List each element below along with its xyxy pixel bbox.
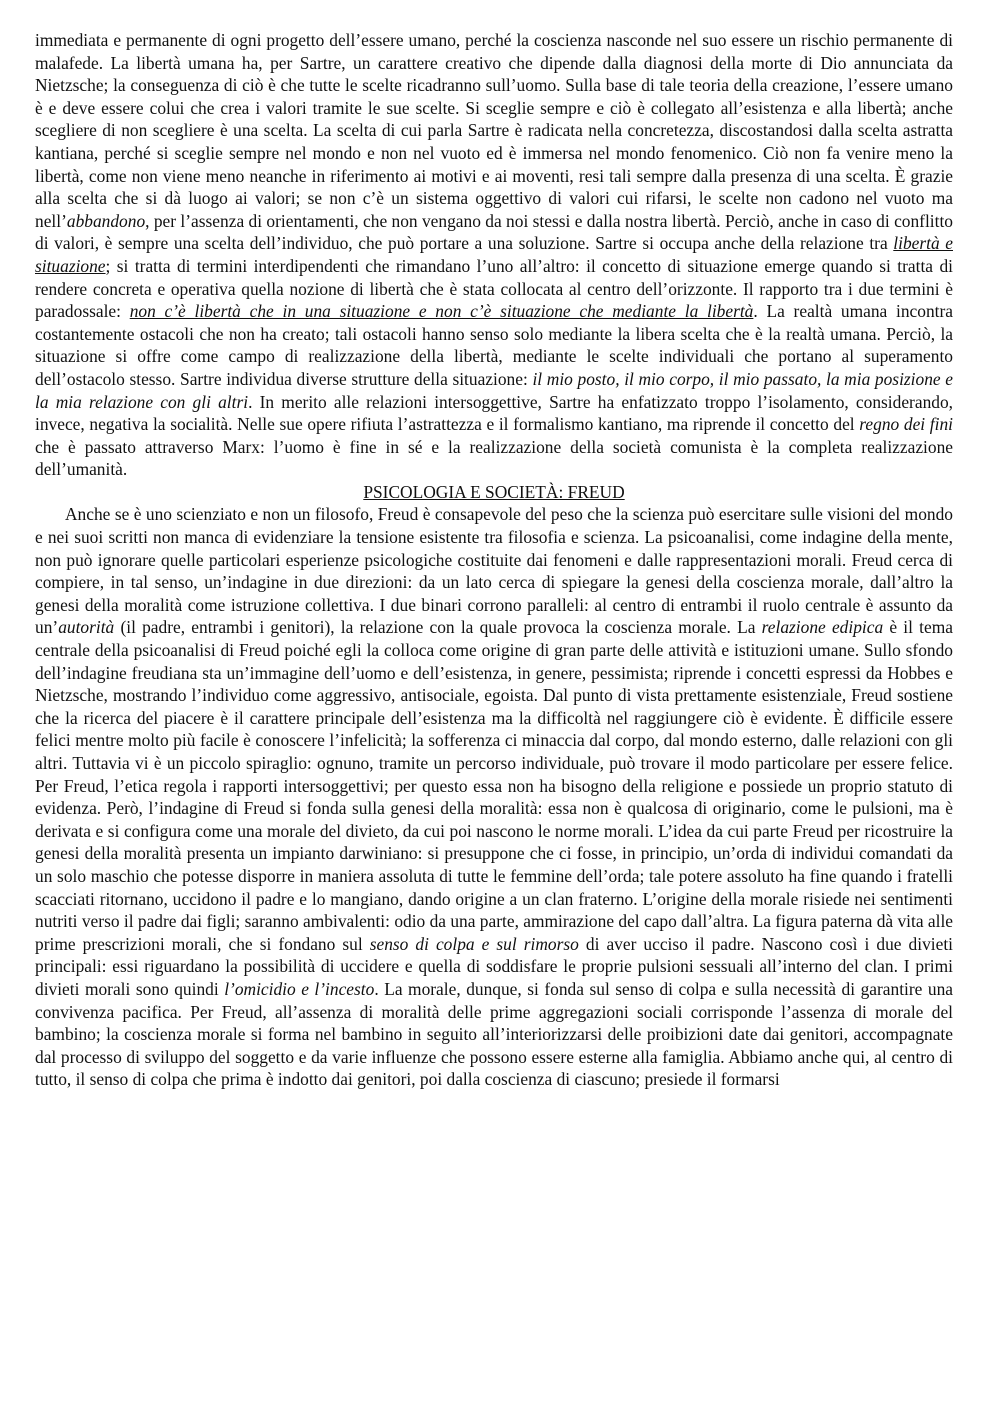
emphasis-senso-di-colpa: senso di colpa e sul rimorso	[369, 933, 579, 954]
text-segment: . La realtà umana incontra costantemente ostacoli che non ha creato; tali ostacoli hanno senso solo mediante la libera scelta che è la realtà umana. Perciò, la situazione si offre come campo di realizzazione della libertà, mediante le scelte individuali che portano al superamento dell’ostacolo stesso. Sartre individua diverse strutture della situazione:	[35, 301, 953, 389]
emphasis-abbandono: abbandono	[66, 210, 146, 231]
document-page	[35, 29, 953, 1091]
emphasis-regno-dei-fini: regno dei fini	[859, 414, 954, 435]
text-segment: Anche se è uno scienziato e non un filosofo, Freud è consapevole del peso che la scienza può esercitare sulle visioni del mondo e nei suoi scritti non manca di evidenziare la tensione esistente tra filosofia e scienza. La psicoanalisi, come indagine della mente, non può ignorare quelle particolari esperienze psicologiche costituite dai fenomeni e dalle rappresentazioni morali. Freud cerca di compiere, in tal senso, un’indagine in due direzioni: da un lato cerca di spiegare la genesi della coscienza morale, dall’altro la genesi della moralità come istruzione collettiva. I due binari corrono paralleli: al centro di entrambi il ruolo centrale è assunto da un’	[35, 504, 953, 638]
emphasis-omicidio-incesto: l’omicidio e l’incesto	[224, 978, 375, 999]
text-segment: di aver ucciso il padre. Nascono così i due divieti principali: essi riguardano la possibilità di uccidere e quella di soddisfare le proprie pulsioni sessuali all’interno del clan. I primi divieti morali sono quindi	[35, 933, 953, 999]
text-segment: , per l’assenza di orientamenti, che non vengano da noi stessi e dalla nostra libertà. Perciò, anche in caso di conflitto di valori, è sempre una scelta dell’individuo, che può portare a una soluzione. Sartre si occupa anche della relazione tra	[35, 210, 953, 254]
text-segment: che è passato attraverso Marx: l’uomo è fine in sé e la realizzazione della società comunista è la completa realizzazione dell’umanità.	[35, 436, 953, 480]
emphasis-autorita: autorità	[58, 617, 115, 638]
text-segment: . La morale, dunque, si fonda sul senso di colpa e sulla necessità di garantire una convivenza pacifica. Per Freud, all’assenza di moralità delle prime aggregazioni sociali corrisponde l’assenza di morale del bambino; la coscienza morale si forma nel bambino in seguito all’interiorizzarsi delle proibizioni date dai genitori, accompagnate dal processo di sviluppo del soggetto e da varie influenze che possono essere esterne alla famiglia. Abbiamo anche qui, al centro di tutto, il senso di colpa che prima è indotto dai genitori, poi dalla coscienza di ciascuno; presiede il formarsi	[35, 978, 954, 1090]
emphasis-liberta-situazione: libertà e situazione	[35, 233, 953, 276]
text-segment: immediata e permanente di ogni progetto dell’essere umano, perché la coscienza nasconde nel suo essere un rischio permanente di malafede. La libertà umana ha, per Sartre, un carattere creativo che dipende dalla diagnosi della morte di Dio annunciata da Nietzsche; la conseguenza di ciò è che tutte le scelte ricadranno sull’uomo. Sulla base di tale teoria della creazione, l’essere umano è e deve essere colui che crea i valori tramite le sue scelte. Si sceglie sempre e ciò è collegato all’esistenza e alla libertà; anche scegliere di non scegliere è una scelta. La scelta di cui parla Sartre è radicata nella concretezza, discostandosi dalla scelta astratta kantiana, perché si sceglie sempre nel mondo e non nel vuoto ed è immersa nel mondo fenomenico. Ciò non fa venire meno la libertà, come non viene meno neanche in riferimento ai motivi e ai moventi, resi tali sempre dalla presenza di una scelta. È grazie alla scelta che si dà luogo ai valori; se non c’è un sistema oggettivo di valori cui rifarsi, le scelte non cadono nel vuoto ma nell’	[35, 30, 953, 231]
text-segment: è il tema centrale della psicoanalisi di Freud poiché egli la colloca come origine di gran parte delle attività e istituzioni umane. Sullo sfondo dell’indagine freudiana sta un’immagine dell’uomo e dell’esistenza, in genere, pessimista; riprende i concetti espressi da Hobbes e Nietzsche, mostrando l’individuo come aggressivo, antisociale, egoista. Dal punto di vista prettamente esistenziale, Freud sostiene che la ricerca del piacere è il carattere principale dell’esistenza ma la difficoltà nel raggiungere ciò è evidente. È difficile essere felici mentre molto più facile è conoscere l’infelicità; la sofferenza ci minaccia dal corpo, dal mondo esterno, dalle relazioni con gli altri. Tuttavia vi è un piccolo spiraglio: ognuno, tramite un percorso individuale, può trovare il modo particolare per essere felice. Per Freud, l’etica regola i rapporti intersoggettivi; per questo essa non ha bisogno della religione e possiede un proprio statuto di evidenza. Però, l’indagine di Freud si fonda sulla genesi della moralità: essa non è qualcosa di originario, come le pulsioni, ma è derivata e si configura come una morale del divieto, da cui poi nascono le norme morali. L’idea da cui parte Freud per ricostruire la genesi della moralità presenta un impianto darwiniano: si presuppone che ci fosse, in principio, un’orda di individui comandati da un solo maschio che potesse disporre in maniera assoluta di tutte le femmine dell’orda; tale potere assoluto ha fine quando i fratelli scacciati ritornano, uccidono il padre e lo mangiano, dando origine a un clan fraterno. L’origine della morale risiede nei sentimenti nutriti verso il padre dai figli; saranno ambivalenti: odio da una parte, ammirazione del capo dall’altra. La figura paterna dà vita alle prime prescrizioni morali, che si fondano sul	[35, 617, 953, 954]
text-segment: (il padre, entrambi i genitori), la relazione con la quale provoca la coscienza morale. La	[114, 617, 762, 638]
emphasis-relazione-edipica: relazione edipica	[761, 617, 884, 638]
paragraph-freud	[35, 503, 953, 1090]
emphasis-situation-structures: il mio posto, il mio corpo, il mio passato, la mia posizione e la mia relazione con gli altri	[35, 368, 953, 412]
text-segment: ; si tratta di termini interdipendenti che rimandano l’uno all’altro: il concetto di situazione emerge quando si tratta di rendere concreta e operativa quella nozione di libertà che è stata collocata al centro dell’orizzonte. Il rapporto tra i due termini è paradossale:	[35, 255, 953, 322]
emphasis-paradox-quote: non c’è libertà che in una situazione e non c’è situazione che mediante la libertà	[129, 301, 754, 322]
section-heading: PSICOLOGIA E SOCIETÀ: FREUD	[363, 481, 625, 502]
paragraph-sartre-freedom	[35, 29, 953, 481]
text-segment: . In merito alle relazioni intersoggettive, Sartre ha enfatizzato troppo l’isolamento, considerando, invece, negativa la socialità. Nelle sue opere rifiuta l’astrattezza e il formalismo kantiano, ma riprende il concetto del	[35, 391, 953, 435]
